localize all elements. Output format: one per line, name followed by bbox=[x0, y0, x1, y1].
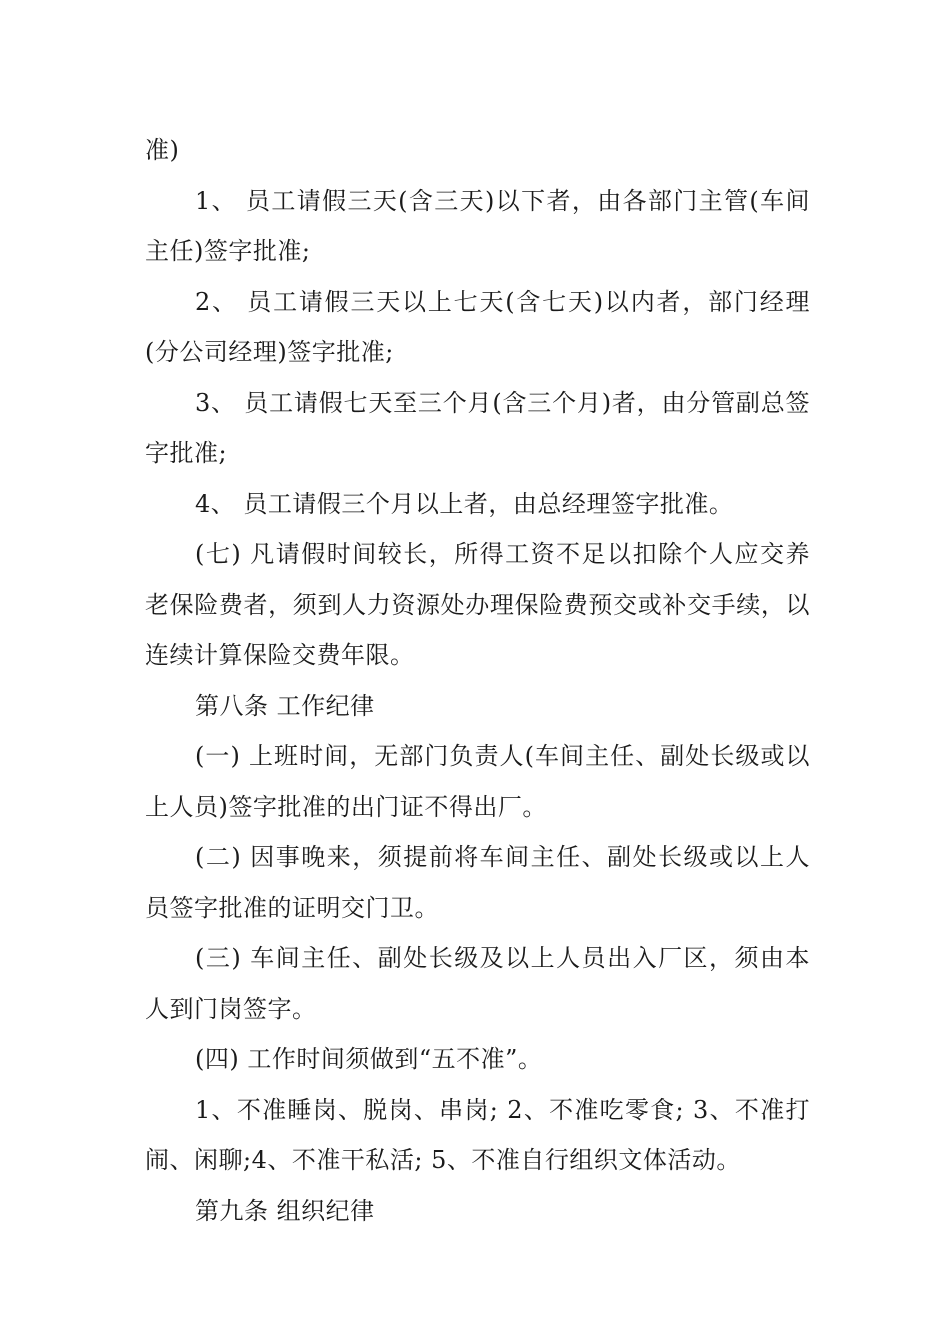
paragraph-discipline-2: (二) 因事晚来，须提前将车间主任、副处长级或以上人员签字批准的证明交门卫。 bbox=[145, 843, 810, 922]
paragraph-discipline-3: (三) 车间主任、副处长级及以上人员出入厂区，须由本人到门岗签字。 bbox=[145, 944, 810, 1023]
paragraph-leave-item-2: 2、 员工请假三天以上七天(含七天)以内者，部门经理(分公司经理)签字批准; bbox=[145, 287, 810, 366]
paragraph-discipline-1: (一) 上班时间，无部门负责人(车间主任、副处长级或以上人员)签字批准的出门证不得出厂。 bbox=[145, 742, 810, 821]
paragraph-clause-7: (七) 凡请假时间较长，所得工资不足以扣除个人应交养老保险费者，须到人力资源处办理保险费预交或补交手续，以连续计算保险交费年限。 bbox=[145, 540, 810, 669]
paragraph-leave-item-3: 3、 员工请假七天至三个月(含三个月)者，由分管副总签字批准; bbox=[145, 388, 810, 467]
document-body bbox=[145, 125, 810, 1236]
paragraph-leave-item-4: 4、 员工请假三个月以上者，由总经理签字批准。 bbox=[195, 489, 734, 518]
paragraph-discipline-4: (四) 工作时间须做到“五不准”。 bbox=[195, 1045, 543, 1073]
paragraph-continuation: 准) bbox=[145, 136, 180, 164]
paragraph-five-prohibitions: 1、不准睡岗、脱岗、串岗; 2、不准吃零食; 3、不准打闹、闲聊;4、不准干私活; 5、不准自行组织文体活动。 bbox=[145, 1095, 810, 1174]
section-heading-article-9: 第九条 组织纪律 bbox=[195, 1196, 375, 1225]
section-heading-article-8: 第八条 工作纪律 bbox=[195, 691, 375, 720]
paragraph-leave-item-1: 1、 员工请假三天(含三天)以下者，由各部门主管(车间主任)签字批准; bbox=[145, 186, 810, 265]
